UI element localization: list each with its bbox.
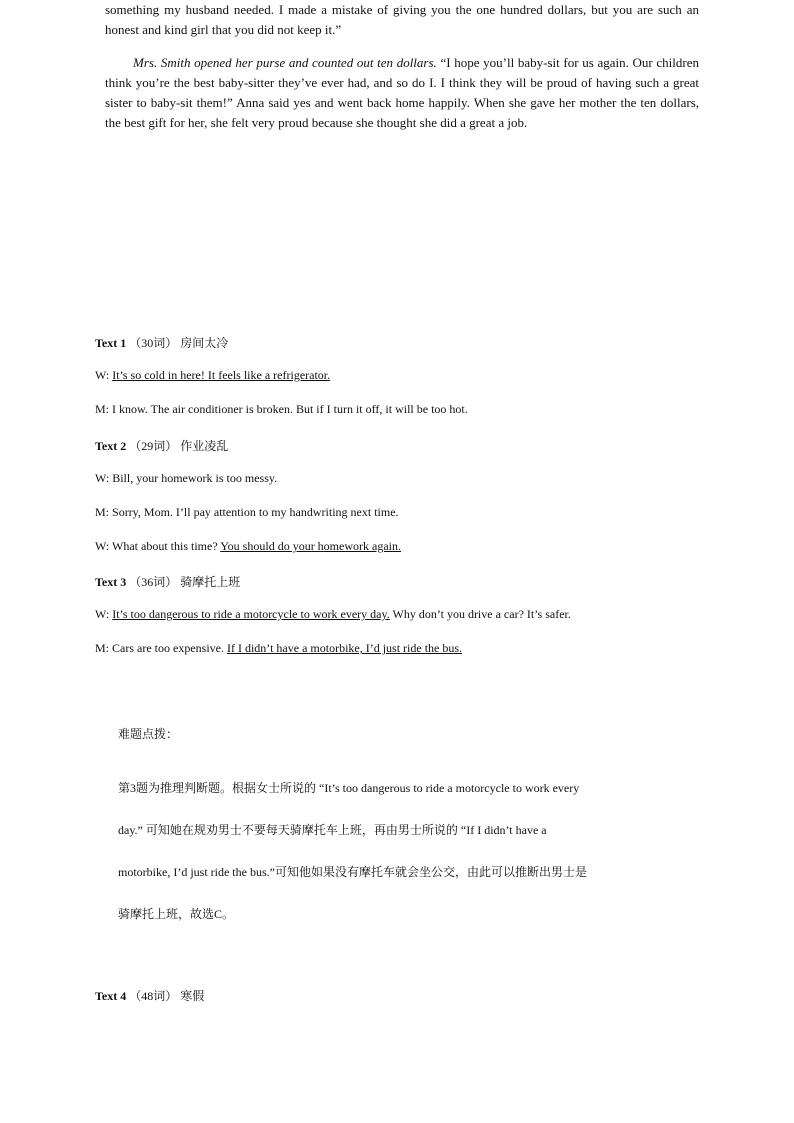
text-4-heading (95, 987, 204, 1004)
note-title: 难题点拨： (118, 727, 179, 741)
text-2-line-2 (95, 505, 399, 520)
note-line-4: 骑摩托上班，故选C。 (118, 907, 235, 921)
underlined-answer: It’s too dangerous to ride a motorcycle to work every day. (112, 607, 390, 621)
text-2-line-1 (95, 471, 277, 486)
text-3-line-1 (95, 607, 571, 622)
speaker: W: (95, 368, 110, 382)
text-4-label: Text 4 (95, 989, 127, 1003)
dialogue-text: What about this time? (112, 539, 218, 553)
story-passage (105, 0, 699, 130)
text-3-line-2 (95, 641, 462, 656)
dialogue-text: Sorry, Mom. I’ll pay attention to my handwriting next time. (112, 505, 399, 519)
text-4-count: （48词） (129, 989, 178, 1003)
note-line-3: motorbike, I’d just ride the bus.”可知他如果没有摩托车就会坐公交，由此可以推断出男士是 (118, 865, 587, 879)
dialogue-text: Bill, your homework is too messy. (112, 471, 278, 485)
text-1-topic: 房间太冷 (180, 336, 229, 350)
text-2-count: （29词） (129, 439, 178, 453)
story-paragraph-2-rest: “I hope you’ll baby-sit for us again. Our children think you’re the best baby-sitter they’ve ever had, and so do I. I think they will be proud of having such a great sister to baby-sit them!” Anna said yes and went back home happily. When she gave her mother the ten dollars, the best gift for her, she felt very proud because she thought she did a great a job. (105, 55, 699, 130)
text-1-count: （30词） (129, 336, 178, 350)
story-paragraph-2 (105, 53, 699, 133)
story-paragraph-1: something my husband needed. I made a mistake of giving you the one hundred dollars, but you are such an honest and kind girl that you did not keep it.” (105, 2, 699, 37)
speaker: M: (95, 505, 110, 519)
speaker: M: (95, 402, 110, 416)
dialogue-text: Why don’t you drive a car? It’s safer. (392, 607, 571, 621)
text-2-label: Text 2 (95, 439, 127, 453)
text-3-label: Text 3 (95, 575, 127, 589)
note-line-2: day.” 可知她在规劝男士不要每天骑摩托车上班，再由男士所说的 “If I didn’t have a (118, 823, 547, 837)
speaker: W: (95, 471, 110, 485)
text-1-heading (95, 334, 228, 351)
text-1-label: Text 1 (95, 336, 127, 350)
text-3-topic: 骑摩托上班 (180, 575, 241, 589)
speaker: W: (95, 607, 110, 621)
story-paragraph-2-lead: Mrs. Smith opened her purse and counted out ten dollars. (133, 55, 437, 70)
text-4-topic: 寒假 (180, 989, 205, 1003)
underlined-answer: You should do your homework again. (220, 539, 401, 553)
text-3-heading (95, 573, 240, 590)
text-2-heading (95, 437, 228, 454)
speaker: M: (95, 641, 110, 655)
speaker: W: (95, 539, 110, 553)
note-line-1: 第3题为推理判断题。根据女士所说的 “It’s too dangerous to ride a motorcycle to work every (118, 781, 580, 795)
underlined-answer: If I didn’t have a motorbike, I’d just ride the bus. (226, 641, 463, 655)
dialogue-text: Cars are too expensive. (112, 641, 224, 655)
text-1-line-1 (95, 368, 330, 383)
text-3-count: （36词） (129, 575, 178, 589)
dialogue-text: I know. The air conditioner is broken. But if I turn it off, it will be too hot. (112, 402, 468, 416)
text-2-topic: 作业凌乱 (180, 439, 229, 453)
text-2-line-3 (95, 539, 401, 554)
text-1-line-2 (95, 402, 468, 417)
underlined-answer: It’s so cold in here! It feels like a refrigerator. (112, 368, 331, 382)
